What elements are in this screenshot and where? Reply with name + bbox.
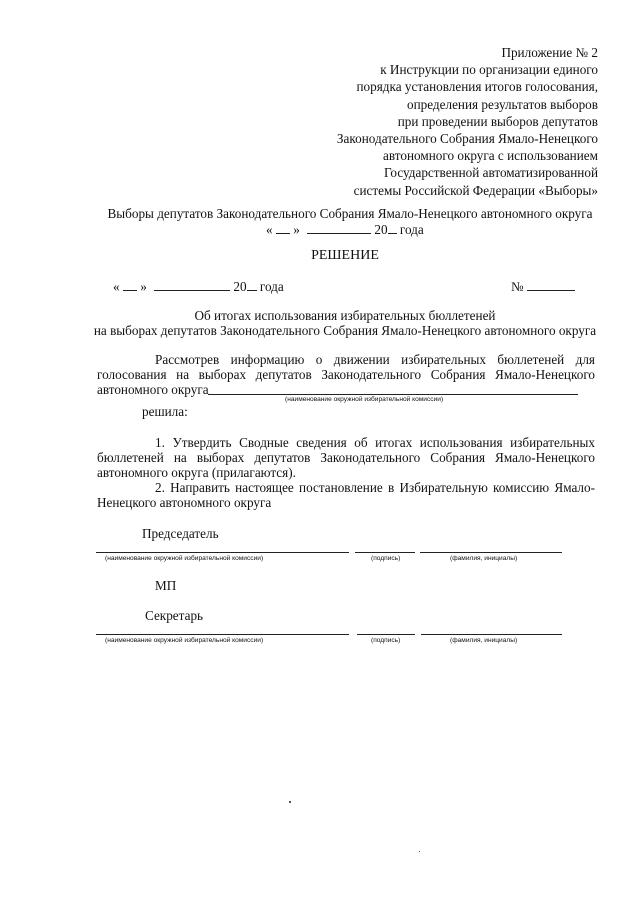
secretary-name-line — [421, 634, 562, 635]
appendix-line: Государственной автоматизированной — [383, 165, 598, 181]
commission-caption: (наименование окружной избирательной комиссии) — [285, 396, 444, 403]
subject-line-1: Об итогах использования избирательных бюллетеней — [194, 308, 496, 323]
paragraph-1-line-1: Рассмотрев информацию о движении избирательных бюллетеней для — [155, 352, 595, 367]
scan-speck — [289, 801, 291, 803]
scan-speck — [419, 851, 420, 852]
appendix-line: определения результатов выборов — [407, 96, 598, 112]
appendix-line: Законодательного Собрания Ямало-Ненецкого — [336, 131, 598, 147]
resolved-label: решила: — [142, 404, 188, 419]
secretary-name-caption: (фамилия, инициалы) — [450, 637, 518, 644]
item-1-line-1: 1. Утвердить Сводные сведения об итогах использования избирательных — [155, 435, 595, 450]
secretary-label: Секретарь — [145, 608, 204, 623]
decision-date — [113, 279, 284, 295]
year-prefix: 20 — [374, 222, 388, 237]
item-2-line-1: 2. Направить настоящее постановление в Избирательную комиссию Ямало- — [155, 480, 595, 495]
item-1-line-3: автономного округа (прилагаются). — [97, 465, 296, 480]
paragraph-1-line-2: голосования на выборах депутатов Законодательного Собрания Ямало-Ненецкого — [97, 367, 595, 382]
secretary-commission-caption: (наименование окружной избирательной комиссии) — [105, 637, 264, 644]
election-title: Выборы депутатов Законодательного Собрания Ямало-Ненецкого автономного округа — [107, 206, 593, 221]
year-suffix: года — [259, 279, 284, 294]
seal-label: МП — [155, 578, 177, 593]
commission-name-line — [208, 394, 578, 395]
chairman-commission-line — [96, 552, 349, 553]
item-1-line-2: бюллетеней на выборах депутатов Законодательного Собрания Ямало-Ненецкого — [97, 450, 595, 465]
year-prefix: 20 — [233, 279, 247, 294]
year-suffix: года — [399, 222, 424, 237]
appendix-line: порядка установления итогов голосования, — [356, 79, 598, 95]
chairman-signature-caption: (подпись) — [371, 555, 401, 562]
open-quote: « — [266, 222, 273, 237]
chairman-name-caption: (фамилия, инициалы) — [450, 555, 518, 562]
appendix-line: к Инструкции по организации единого — [380, 62, 598, 78]
subject-line-2: на выборах депутатов Законодательного Собрания Ямало-Ненецкого автономного округа — [93, 323, 597, 338]
appendix-line: Приложение № 2 — [501, 45, 598, 60]
close-quote: » — [140, 279, 147, 294]
appendix-block — [337, 44, 598, 199]
paragraph-1-line-3: автономного округа — [97, 382, 209, 397]
open-quote: « — [113, 279, 120, 294]
appendix-line: системы Российской Федерации «Выборы» — [353, 182, 598, 198]
number-label: № — [511, 279, 524, 294]
chairman-signature-line — [355, 552, 415, 553]
secretary-signature-caption: (подпись) — [371, 637, 401, 644]
item-2-line-2: Ненецкого автономного округа — [97, 495, 272, 510]
decision-title: РЕШЕНИЕ — [311, 248, 379, 263]
secretary-signature-line — [357, 634, 415, 635]
decision-number — [511, 279, 575, 295]
header-date — [266, 222, 424, 238]
chairman-name-line — [420, 552, 562, 553]
close-quote: » — [293, 222, 300, 237]
appendix-line: автономного округа с использованием — [383, 148, 598, 164]
chairman-label: Председатель — [142, 526, 219, 541]
chairman-commission-caption: (наименование окружной избирательной комиссии) — [105, 555, 264, 562]
secretary-commission-line — [96, 634, 349, 635]
appendix-line: при проведении выборов депутатов — [397, 113, 598, 129]
